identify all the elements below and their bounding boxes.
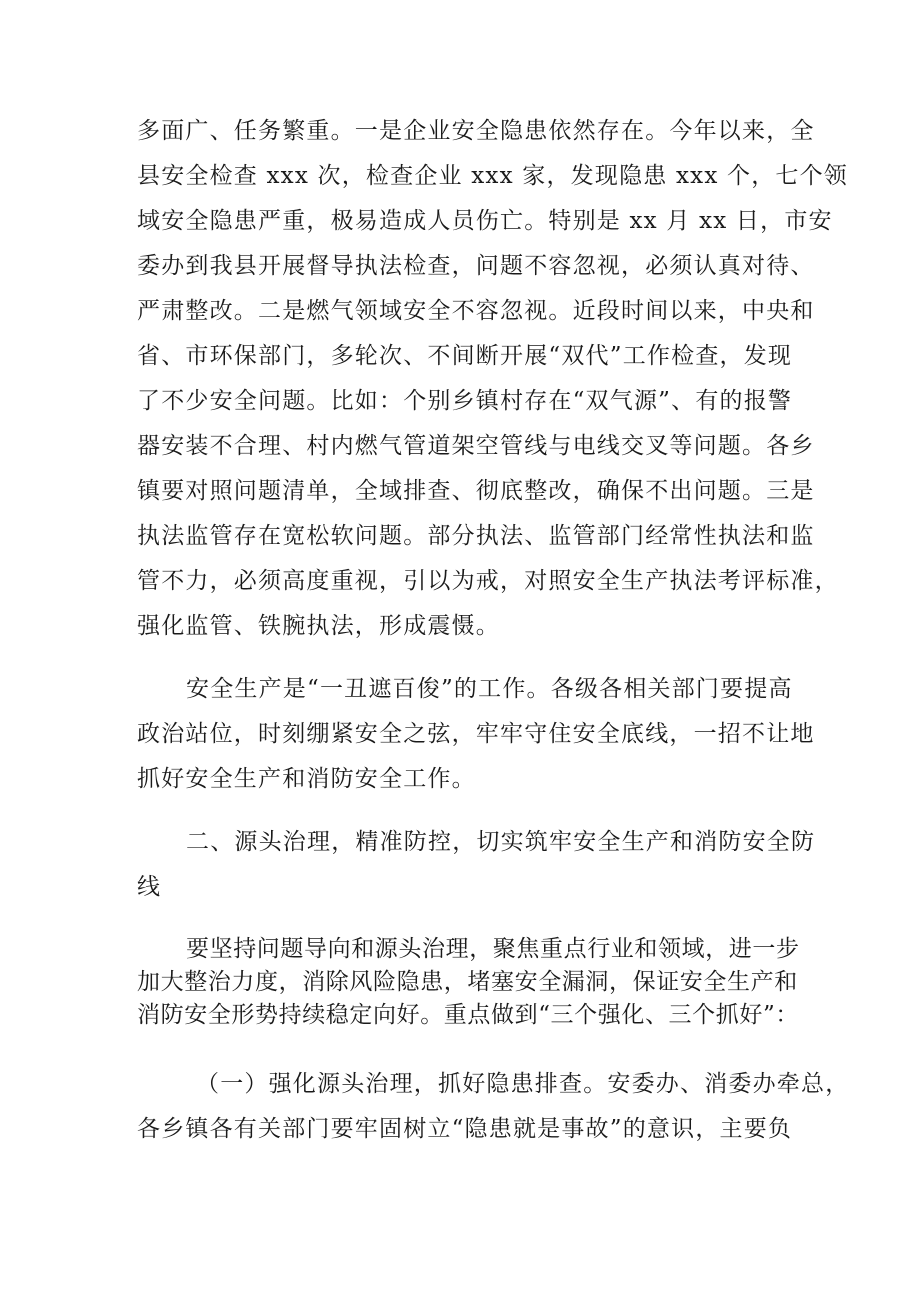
text-line: 器安装不合理、村内燃气管道架空管线与电线交叉等问题。各乡 (137, 433, 815, 459)
text-line: 省、市环保部门，多轮次、不间断开展“双代”工作检查，发现 (137, 343, 793, 369)
section-heading-line: 二、源头治理，精准防控，切实筑牢安全生产和消防安全防 (186, 829, 816, 855)
text-line: 管不力，必须高度重视，引以为戒，对照安全生产执法考评标准， (137, 568, 839, 594)
text-line: 多面广、任务繁重。一是企业安全隐患依然存在。今年以来，全 (137, 118, 815, 144)
text-line: 抓好安全生产和消防安全工作。 (137, 766, 476, 792)
text-line: 镇要对照问题清单，全域排查、彻底整改，确保不出问题。三是 (137, 478, 815, 504)
text-line: 委办到我县开展督导执法检查，问题不容忽视，必须认真对待、 (137, 253, 815, 279)
text-line: 各乡镇各有关部门要牢固树立“隐患就是事故”的意识，主要负 (137, 1116, 793, 1142)
subsection-heading-line: （一）强化源头治理，抓好隐患排查。安委办、消委办牵总， (196, 1071, 850, 1097)
text-line: 强化监管、铁腕执法，形成震慑。 (137, 613, 500, 639)
paragraph-first-line: 安全生产是“一丑遮百俊”的工作。各级各相关部门要提高 (186, 676, 793, 702)
section-heading-line: 线 (137, 874, 162, 900)
text-line: 域安全隐患严重，极易造成人员伤亡。特别是 xx 月 xx 日，市安 (137, 208, 833, 234)
text-line: 县安全检查 xxx 次，检查企业 xxx 家，发现隐患 xxx 个，七个领 (137, 163, 849, 189)
text-line: 加大整治力度，消除风险隐患，堵塞安全漏洞，保证安全生产和 (137, 969, 798, 995)
paragraph-first-line: 要坚持问题导向和源头治理，聚焦重点行业和领域，进一步 (186, 936, 800, 962)
text-line: 了不少安全问题。比如：个别乡镇村存在“双气源”、有的报警 (137, 388, 793, 414)
text-line: 执法监管存在宽松软问题。部分执法、监管部门经常性执法和监 (137, 523, 815, 549)
text-line: 严肃整改。二是燃气领域安全不容忽视。近段时间以来，中央和 (137, 298, 815, 324)
text-line: 政治站位，时刻绷紧安全之弦，牢牢守住安全底线，一招不让地 (137, 721, 815, 747)
text-line: 消防安全形势持续稳定向好。重点做到“三个强化、三个抓好”： (137, 1002, 799, 1028)
